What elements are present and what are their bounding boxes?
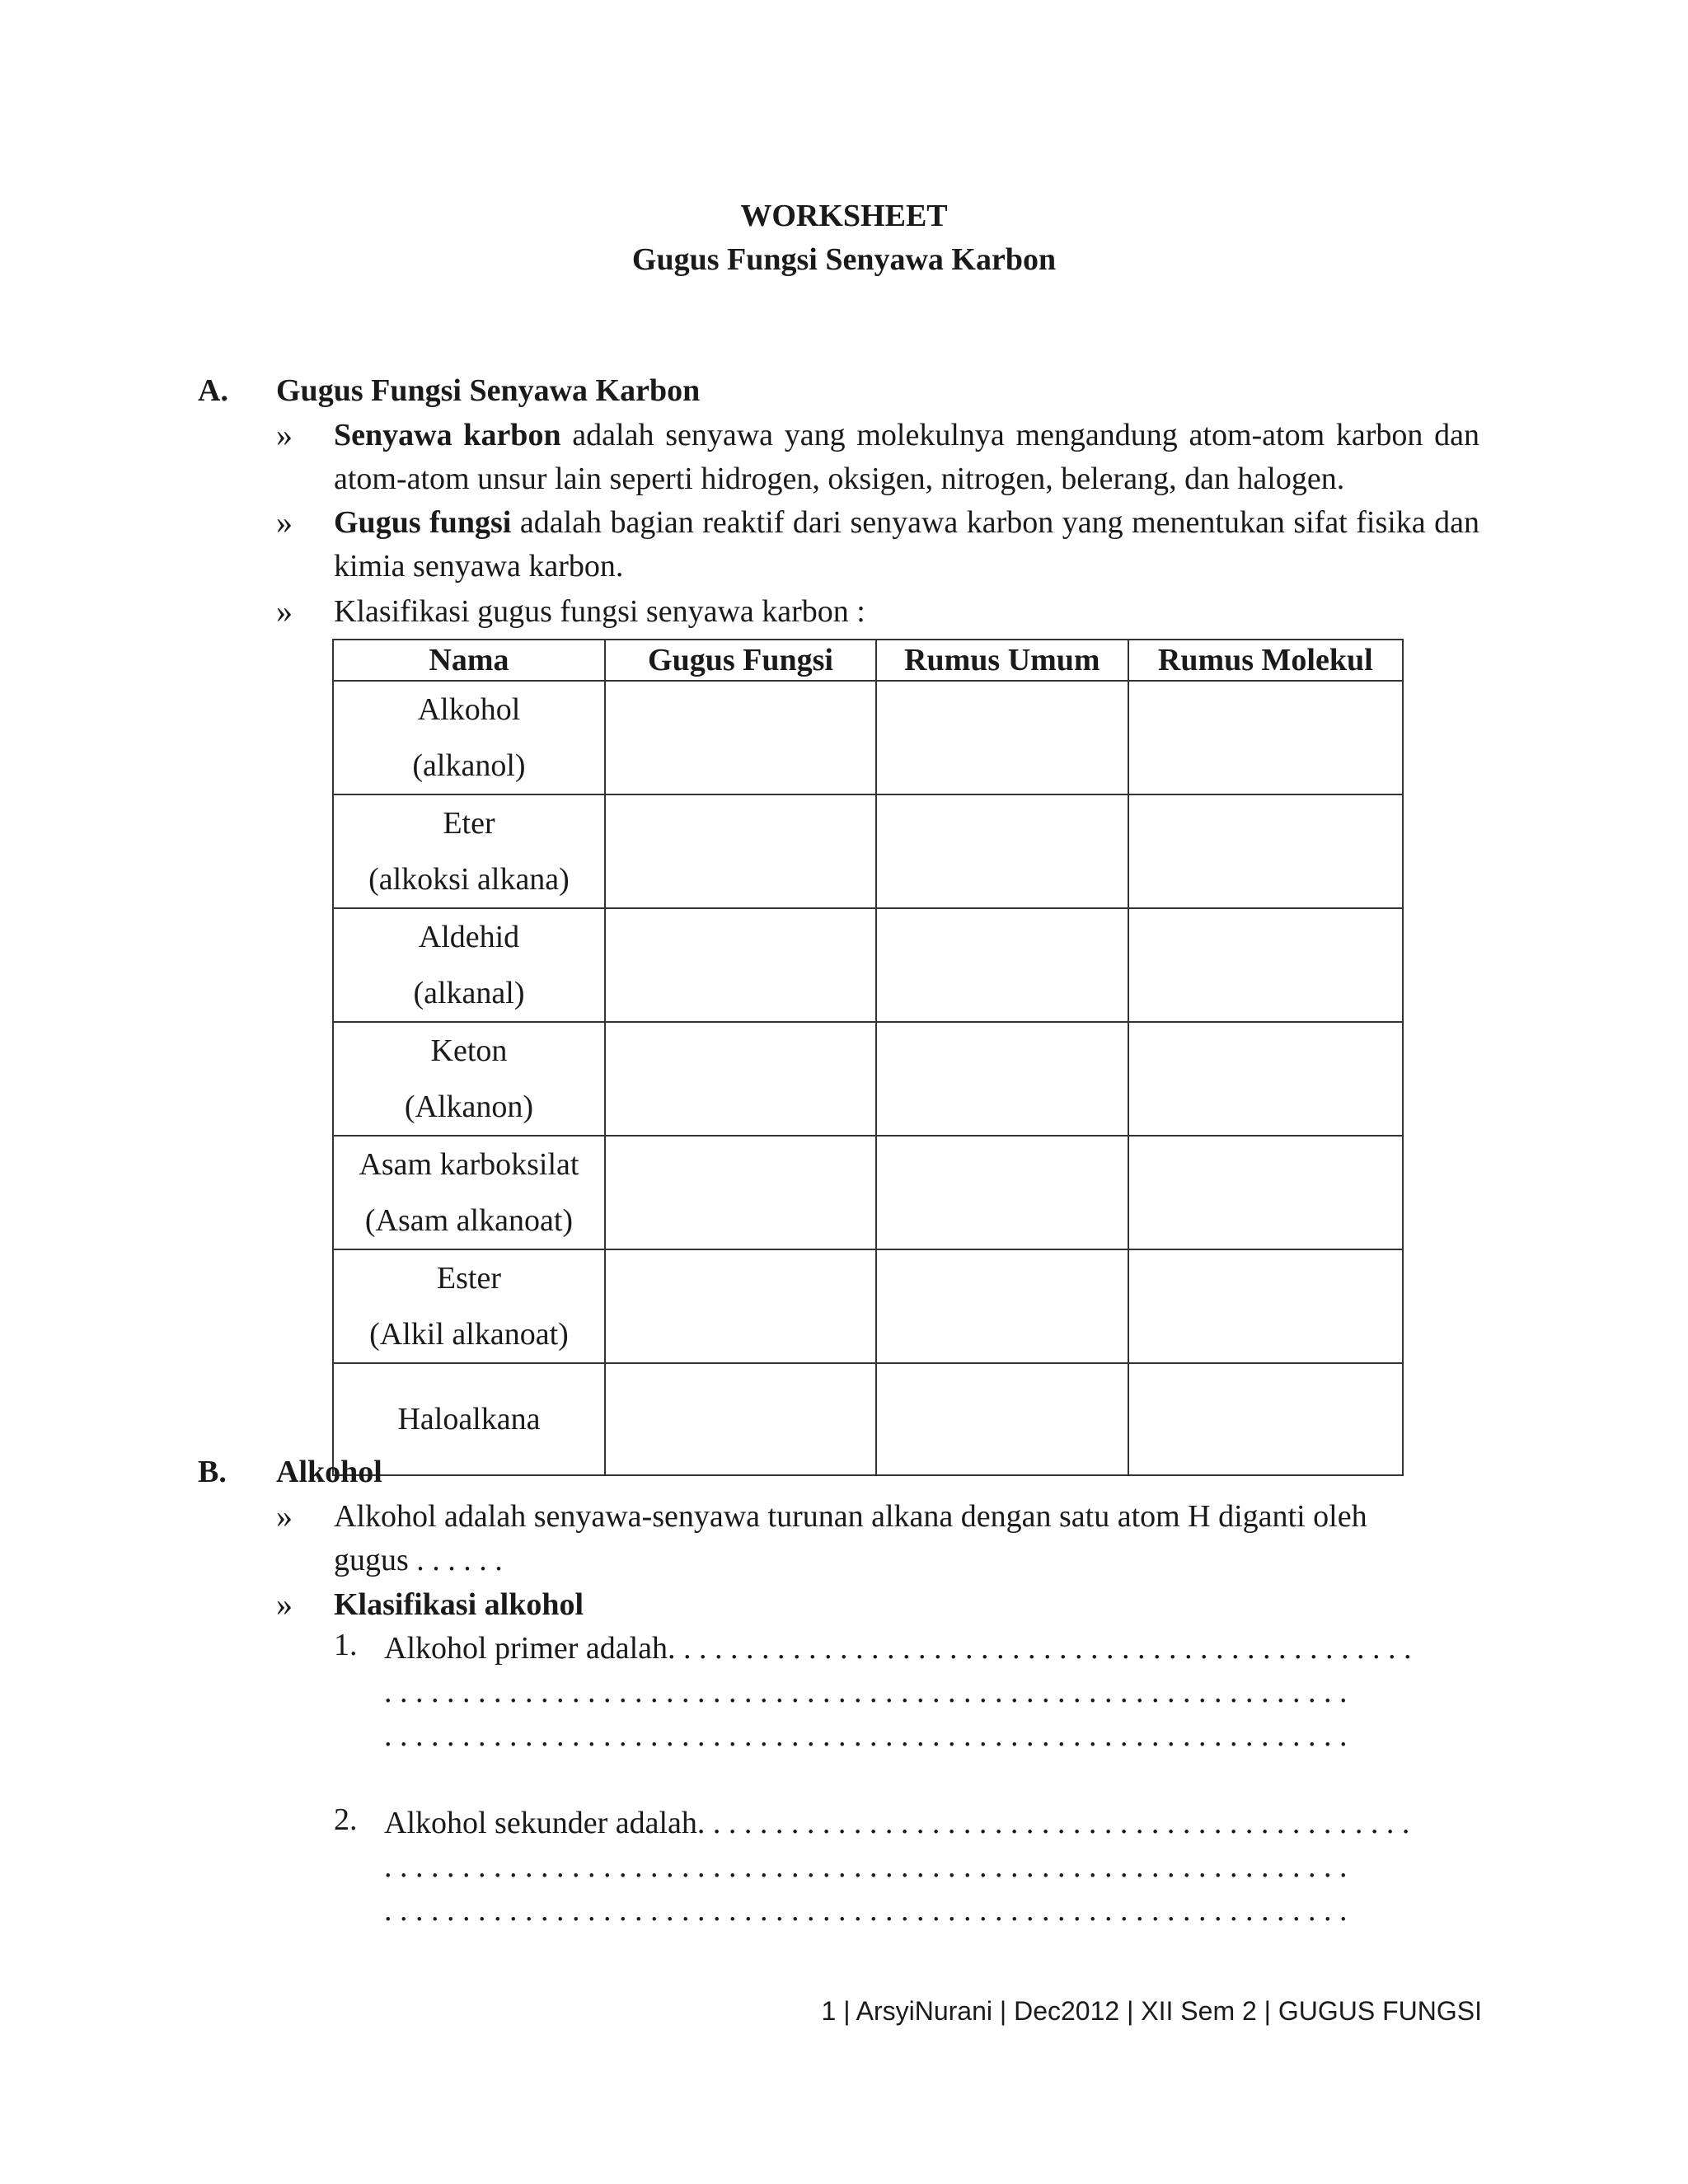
rumus-umum-cell[interactable] xyxy=(876,1022,1128,1136)
alkohol-sekunder-line[interactable]: Alkohol sekunder adalah. . . . . . . . . . . . . . . . . . . . . . . . . . . . . . . . . . . . . . . . . . . . . . xyxy=(384,1806,1410,1840)
alkohol-primer-line[interactable]: Alkohol primer adalah. . . . . . . . . . . . . . . . . . . . . . . . . . . . . . . . . . . . . . . . . . . . . . . . xyxy=(384,1631,1412,1666)
row-name-cell xyxy=(333,908,605,1022)
gugus-fungsi-cell[interactable] xyxy=(605,794,876,908)
compound-name: Aldehid xyxy=(418,920,520,954)
bullet-gugus-fungsi xyxy=(334,501,1479,588)
table-row xyxy=(333,908,1403,1022)
compound-name: Keton xyxy=(430,1033,508,1068)
header-nama: Nama xyxy=(333,640,605,681)
row-name-cell xyxy=(333,1022,605,1136)
rumus-umum-cell[interactable] xyxy=(876,1363,1128,1475)
row-name-cell xyxy=(333,1136,605,1249)
compound-name: Ester xyxy=(436,1261,501,1296)
gugus-fungsi-cell[interactable] xyxy=(605,1136,876,1249)
answer-dot-line[interactable]: . . . . . . . . . . . . . . . . . . . . . . . . . . . . . . . . . . . . . . . . . . . . . . . . . . . . . . . . . . . . . . xyxy=(384,1675,1348,1709)
table-header-row xyxy=(333,640,1403,681)
compound-name: Eter xyxy=(443,806,495,841)
row-name-cell xyxy=(333,1249,605,1363)
rumus-molekul-cell[interactable] xyxy=(1128,1022,1403,1136)
definition-gugus-fungsi: adalah bagian reaktif dari senyawa karbon yang menentukan sifat fisika dan kimia senyawa karbon. xyxy=(334,505,1479,583)
answer-dot-line[interactable]: . . . . . . . . . . . . . . . . . . . . . . . . . . . . . . . . . . . . . . . . . . . . . . . . . . . . . . . . . . . . . . xyxy=(384,1893,1348,1928)
gugus-fungsi-cell[interactable] xyxy=(605,1022,876,1136)
row-name-cell xyxy=(333,681,605,794)
bullet-senyawa-karbon xyxy=(334,414,1479,501)
table-row xyxy=(333,1249,1403,1363)
compound-name: Haloalkana xyxy=(397,1402,541,1436)
rumus-molekul-cell[interactable] xyxy=(1128,908,1403,1022)
compound-alt-name: (Alkil alkanoat) xyxy=(369,1317,569,1352)
table-row xyxy=(333,1363,1403,1475)
term-senyawa-karbon: Senyawa karbon xyxy=(334,418,561,452)
header-gugus-fungsi: Gugus Fungsi xyxy=(605,640,876,681)
term-gugus-fungsi: Gugus fungsi xyxy=(334,505,512,540)
definition-senyawa-karbon: adalah senyawa yang molekulnya mengandung atom-atom karbon dan atom-atom unsur lain seperti hidrogen, oksigen, nitrogen, belerang, dan halogen. xyxy=(334,418,1479,496)
gugus-fungsi-cell[interactable] xyxy=(605,1249,876,1363)
bullet-marker: » xyxy=(276,416,293,453)
worksheet-subtitle: Gugus Fungsi Senyawa Karbon xyxy=(631,242,1057,277)
bullet-marker: » xyxy=(276,504,293,541)
section-b-letter: B. xyxy=(198,1455,227,1489)
section-a-letter: A. xyxy=(198,373,228,408)
bullet-klasifikasi: Klasifikasi gugus fungsi senyawa karbon : xyxy=(334,594,865,629)
table-row xyxy=(333,1022,1403,1136)
item-number: 1. xyxy=(334,1628,358,1662)
section-a-title: Gugus Fungsi Senyawa Karbon xyxy=(276,373,701,408)
bullet-marker: » xyxy=(276,593,293,630)
table-row xyxy=(333,794,1403,908)
compound-alt-name: (alkanol) xyxy=(412,748,526,783)
item-number: 2. xyxy=(334,1802,358,1837)
gugus-fungsi-cell[interactable] xyxy=(605,681,876,794)
header-rumus-umum: Rumus Umum xyxy=(876,640,1128,681)
rumus-umum-cell[interactable] xyxy=(876,1136,1128,1249)
rumus-molekul-cell[interactable] xyxy=(1128,1363,1403,1475)
rumus-umum-cell[interactable] xyxy=(876,794,1128,908)
compound-alt-name: (alkanal) xyxy=(413,976,525,1010)
bullet-marker: » xyxy=(276,1586,293,1623)
page-footer: 1 | ArsyiNurani | Dec2012 | XII Sem 2 | GUGUS FUNGSI xyxy=(821,1996,1482,2026)
row-name-cell xyxy=(333,794,605,908)
rumus-molekul-cell[interactable] xyxy=(1128,681,1403,794)
bullet-marker: » xyxy=(276,1497,293,1535)
header-rumus-molekul: Rumus Molekul xyxy=(1128,640,1403,681)
table-row xyxy=(333,1136,1403,1249)
worksheet-title: WORKSHEET xyxy=(740,199,948,233)
bullet-klasifikasi-alkohol xyxy=(334,1583,1479,1627)
rumus-umum-cell[interactable] xyxy=(876,681,1128,794)
rumus-umum-cell[interactable] xyxy=(876,908,1128,1022)
klasifikasi-alkohol-heading: Klasifikasi alkohol xyxy=(334,1587,584,1622)
compound-alt-name: (Alkanon) xyxy=(404,1090,534,1124)
compound-alt-name: (Asam alkanoat) xyxy=(364,1203,574,1238)
bullet-alkohol-definition: Alkohol adalah senyawa-senyawa turunan alkana dengan satu atom H diganti oleh gugus . . . . . . xyxy=(334,1499,1367,1577)
functional-group-table xyxy=(332,639,1404,1476)
answer-dot-line[interactable]: . . . . . . . . . . . . . . . . . . . . . . . . . . . . . . . . . . . . . . . . . . . . . . . . . . . . . . . . . . . . . . xyxy=(384,1849,1348,1884)
rumus-umum-cell[interactable] xyxy=(876,1249,1128,1363)
compound-name: Asam karboksilat xyxy=(359,1147,579,1182)
answer-dot-line[interactable]: . . . . . . . . . . . . . . . . . . . . . . . . . . . . . . . . . . . . . . . . . . . . . . . . . . . . . . . . . . . . . . xyxy=(384,1718,1348,1753)
rumus-molekul-cell[interactable] xyxy=(1128,1249,1403,1363)
rumus-molekul-cell[interactable] xyxy=(1128,794,1403,908)
compound-alt-name: (alkoksi alkana) xyxy=(368,862,570,897)
gugus-fungsi-cell[interactable] xyxy=(605,908,876,1022)
gugus-fungsi-cell[interactable] xyxy=(605,1363,876,1475)
compound-name: Alkohol xyxy=(417,692,521,727)
section-b-title: Alkohol xyxy=(276,1455,382,1489)
table-row xyxy=(333,681,1403,794)
rumus-molekul-cell[interactable] xyxy=(1128,1136,1403,1249)
